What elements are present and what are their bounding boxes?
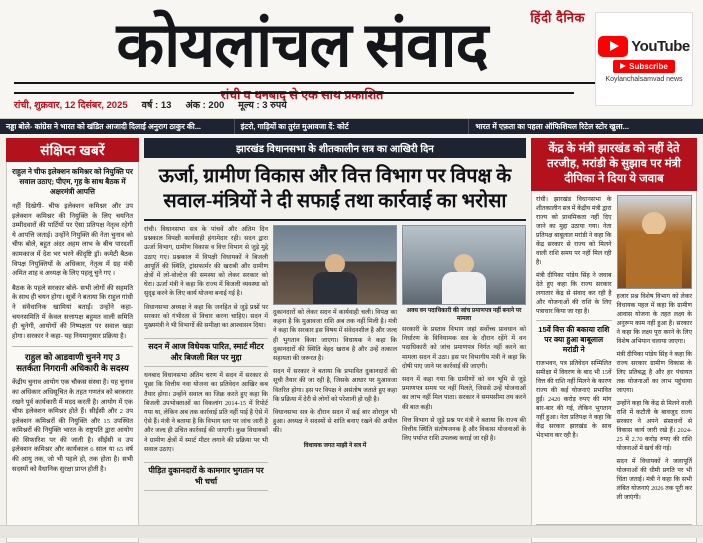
youtube-badge[interactable] — [595, 12, 693, 106]
main-kicker: झारखंड विधानसभा के शीतकालीन सत्र का आखिरी दिन — [144, 138, 526, 158]
masthead-meta-place: रांची, शुक्रवार, 12 दिसंबर, 2025 — [14, 100, 128, 111]
page-footer — [0, 525, 703, 538]
secondary-text-column-2 — [617, 195, 693, 524]
person-figure-body — [313, 272, 357, 304]
ticker-item[interactable]: इंटरो, गाड़ियों का तुरंत मुआवजा दें: कोर्ट — [235, 119, 470, 134]
main-paragraph: रांची। विधानसभा सत्र के पांचवें और अंतिम दिन प्रश्नकाल विपक्षी कार्यवाही हंगामेदार रही। सदन द्वारा ऊर्जा विभाग, ग्रामीण विकास व वित्त विभाग से जुड़े मुद्दे उठाए गए। प्रश्नकाल में विपक्षी विधायकों ने बिजली आपूर्ति की स्थिति, ट्रांसफार्मर की खराबी और ग्रामीण क्षेत्रों में लो-वोल्टेज की समस्या को लेकर सरकार को घेरा। ऊर्जा मंत्री ने कहा कि राज्य में बिजली व्यवस्था को सुदृढ़ करने के लिए कार्य योजना बनाई गई है। — [144, 226, 268, 298]
speaker-photo — [402, 225, 526, 305]
masthead-rule — [14, 82, 689, 84]
masthead-tagline: रांची व धनबाद से एक साथ प्रकाशित — [220, 88, 384, 102]
brief-news-column — [6, 138, 139, 543]
ticker-item[interactable]: भारत में एफ़ता का पहला ऑफिशियल रिटेल स्टोर खुला... — [475, 121, 629, 131]
masthead-meta-price: मूल्य : 3 रुपये — [238, 100, 287, 111]
main-text-column-2 — [273, 225, 397, 543]
main-paragraph: सदन में कहा गया कि ग्रामीणों को वन भूमि से जुड़े प्रमाणपत्र समय पर नहीं मिलते, जिससे उन्हें योजनाओं का लाभ नहीं मिल पाता। सरकार ने समयसीमा तय करने की बात कही। — [402, 376, 526, 411]
photo-caption: विधायक जगत माझी ने सत्र में — [303, 442, 367, 449]
ticker-item[interactable]: नड्डा बोले- कांग्रेस ने भारत को खंडित आजादी दिलाई अनुराग ठाकुर की... — [0, 119, 235, 134]
main-story-body — [144, 225, 526, 543]
assembly-photo — [273, 225, 397, 305]
main-paragraph: दुकानदारों को लेकर सदन में कार्यवाही चली। विपक्ष का कहना है कि मुआवजा राशि अब तक नहीं मिली है। मंत्री ने कहा कि सरकार इस विषय में संवेदनशील है और जल्द ही भुगतान किया जाएगा। विधायक ने कहा कि दुकानदारों की स्थिति बेहद खराब है और उन्हें तत्काल सहायता की जरूरत है। — [273, 309, 397, 363]
masthead — [0, 0, 703, 119]
masthead-meta-issue: अंक : 200 — [185, 100, 225, 111]
youtube-wordmark: YouTube — [631, 37, 690, 55]
headline-ticker — [0, 119, 703, 134]
person-figure-icon — [642, 212, 666, 236]
brief-item-text: केंद्रीय चुनाव आयोग एक चौकस संस्था है। यह चुनाव का अधिकार अधिसूचित के तहत गणतंत्र को बरकरार रखने पूर्व कार्यकारी में मदद करती है। आयोग में एक चीफ इलेक्शन कमिश्नर होते हैं। सीईसी और 2 उप इलेक्शन कमिश्नरों की नियुक्ति और 15 उपस्थित कमिश्नरों की नियुक्ति भारत के राष्ट्रपति द्वारा आयोग की सिफारिश पर की जाती है। सीईसी व उप इलेक्शन कमिश्नर और कार्यकाल 6 साल या 65 वर्ष की आयु तक, जो भी पहले हो, तक होता है। सभी सदस्यों को वैधानिक सुरक्षा प्राप्त होती है। — [12, 379, 133, 473]
brief-news-body — [6, 162, 139, 543]
main-paragraph: सदन में सरकार ने बताया कि प्रभावित दुकानदारों की सूची तैयार की जा रही है, जिसके आधार पर मुआवजा वितरित होगा। इस पर विपक्ष ने असंतोष जताते हुए कहा कि प्रक्रिया में देरी से लोगों को परेशानी हो रही है। — [273, 368, 397, 403]
person-figure-icon — [325, 254, 345, 274]
main-paragraph: सरकारी के प्रस्ताव विभाग जहां सर्वोच्च प्रावधान को निर्धारण के विनियामक सत्र के दौरान रहेंगे में वन पदाधिकारी को जांच प्रमाणपत्र निर्गत नहीं करने का मामला सदन में उठा। इस पर विभागीय मंत्री ने कहा कि दोषी पाए जाने पर कार्रवाई की जाएगी। — [402, 326, 526, 370]
secondary-paragraph: हजार प्रश्न विशेष विभाग को लेकर विधायक पहल में कहा कि ग्रामीण आवास योजना के तहत लक्ष्य के अनुरूप काम नहीं हुआ है। सरकार ने कहा कि लक्ष्य पूरा करने के लिए विशेष अभियान चलाया जाएगा। — [616, 293, 692, 345]
photo-caption: अवध वन पदाधिकारी की जांच प्रमाणपत्र नहीं बनाने पर मामला — [406, 308, 522, 322]
subscribe-button[interactable]: Subscribe — [613, 60, 675, 73]
person-figure-icon — [454, 254, 474, 274]
secondary-paragraph: उन्होंने कहा कि केंद्र से मिलने वाली राशि में कटौती के बावजूद राज्य सरकार ने अपने संसाधनों से विकास कार्य जारी रखे हैं। 2024-25 में 2.70 करोड़ रुपए की राशि योजनाओं में खर्च की गई। — [616, 400, 692, 452]
masthead-meta-year: वर्ष : 13 — [141, 100, 172, 111]
page-content — [0, 134, 703, 543]
person-figure-body — [626, 234, 682, 288]
person-figure-body — [442, 272, 486, 304]
brief-item-text: बैठक के पहले सरकार बोले- सभी लोगों की सहमति के साथ ही चयन होगा। सूत्रों ने बताया कि राहुल गांधी ने संवैधानिक खामियां बताईं। उन्होंने कहा- चयनसमिति में केवल सत्तापक्ष बहुमत वाली समिति ही चुनेगी, आयोगों की निष्पक्षता पर सवाल खड़ा होगा। सरकार ने कहा- यह नियमानुसार प्रक्रिया है। — [12, 284, 133, 340]
main-headline: ऊर्जा, ग्रामीण विकास और वित्त विभाग पर विपक्ष के सवाल-मंत्रियों ने दी सफाई तथा कार्रवाई का भरोसा — [144, 158, 526, 221]
secondary-story-body — [531, 191, 697, 543]
minister-photo — [617, 195, 693, 289]
masthead-meta — [14, 92, 574, 111]
main-paragraph: वित्त विभाग से जुड़े प्रश्न पर मंत्री ने बताया कि राज्य की वित्तीय स्थिति संतोषजनक है और विकास योजनाओं के लिए पर्याप्त राशि उपलब्ध कराई जा रही है। — [402, 416, 526, 443]
main-story-column — [144, 138, 526, 543]
brief-item-headline: राहुल ने चीफ इलेक्शन कमिश्नर को नियुक्ति पर सवाल उठाए; पीएम, गृह के साथ बैठक में अक्षरमंत्री आपत्ति — [12, 167, 133, 196]
main-paragraph: धनबाद विधानसभा अंतिम चरण में सदन में सरकार से पूछा कि वित्तीय नवा योजना का प्रतिवेदन आखिर कब तैयार होगा। उन्होंने सवाल का जिक्र करते हुए कहा कि बिजली उपभोक्ताओं का विकलांग 2014-15 में रिपोर्ट गया था, लेकिन अब तक कार्रवाई प्रति नहीं पाई है ऐसे में ऐसे हैं। मंत्री ने बताया है कि विभाग स्तर पर जांच जारी है और जल्द ही उचित कार्रवाई की जाएगी। कुछ विधायकों ने ग्रामीण क्षेत्रों में स्मार्ट मीटर लगाने की प्रक्रिया पर भी सवाल उठाए। — [144, 372, 268, 453]
brief-item-text: नहीं दिखेगी- चीफ इलेक्शन कमिश्नर और उप इलेक्शन कमिश्नर की नियुक्ति के लिए चयनित उम्मीदवारों की पार्टियों पर ऐसा प्रतिपक्ष नेतृत्व रहेगी ये आपत्ति जताई। उन्होंने नियुक्ति की नेता चुनाव को चीफ बोले, बहुत अंदर अहम लाभ के बीच पारदर्शी कामकाज में देश भर भरने कीदृष्टि ड्रॉ। कमेटी बैठक विपक्ष नियुक्तियों के अधिकार, नेतृत्व में ग्रह मंत्री अमित शाह व अध्यक्ष के लिए पहलू चुने गए । — [12, 203, 133, 278]
masthead-supertitle: हिंदी दैनिक — [530, 10, 585, 25]
main-paragraph: विधानसभा अध्यक्ष ने कहा कि जनहित से जुड़े प्रश्नों पर सरकार को गंभीरता से विचार करना चाहिए। सदन में मुख्यमंत्री ने भी विभागों की समीक्षा का आश्वासन दिया। — [144, 303, 268, 330]
secondary-paragraph: मंत्री दीपिका पांडेय सिंह ने कहा कि राज्य सरकार ग्रामीण विकास के लिए प्रतिबद्ध है और हर पंचायत तक योजनाओं का लाभ पहुंचाया जाएगा। — [616, 351, 692, 394]
secondary-headline: केंद्र के मंत्री झारखंड को नहीं देते तरजीह, मरांडी के सुझाव पर मंत्री दीपिका ने दिया ये जवाब — [531, 138, 697, 191]
youtube-logo — [598, 36, 689, 57]
main-subhead: सदन में आज विधेयक पारित, स्मार्ट मीटर और बिजली बिल पर मुद्दा — [144, 338, 268, 367]
main-subhead: पीड़ित दुकानदारों के कामगार भुगतान पर भी चर्चा — [144, 462, 268, 491]
main-text-column-3 — [402, 225, 526, 543]
secondary-text-column-1 — [536, 195, 612, 524]
masthead-title: कोयलांचल संवाद — [116, 12, 488, 80]
section-title-brief: संक्षिप्त खबरें — [6, 138, 139, 162]
secondary-paragraph: मंत्री दीपिका पांडेय सिंह ने जवाब देते हुए कहा कि राज्य सरकार लगातार केंद्र से संवाद कर रही है और योजनाओं की राशि के लिए पत्राचार किया जा रहा है। — [536, 272, 612, 315]
main-paragraph: विधानसभा सत्र के दौरान सदन में कई बार शोरगुल भी हुआ। अध्यक्ष ने सदस्यों से शांति बनाए रखने की अपील की। — [273, 409, 397, 435]
secondary-paragraph: राजभवन, पत्र प्रतिवेदन सम्मिलित समीक्षा में विवरण के बाद भी 15वें वित्त की राशि नहीं मिलने के कारण राज्य की कई योजनाएं प्रभावित हुईं। 2420 करोड़ रुपए की मांग बार-बार की गई, लेकिन भुगतान नहीं हुआ। नेता प्रतिपक्ष ने कहा कि केंद्र सरकार झारखंड के साथ भेदभाव कर रही है। — [536, 360, 612, 439]
secondary-story-column — [531, 138, 697, 543]
brief-item-subhead: राहुल को आडवाणी चुनने गए 3 सतर्कता निगरानी अधिकारी के सदस्य — [12, 346, 133, 374]
youtube-handle: Koylanchalsamvad news — [605, 75, 683, 83]
main-text-column-1 — [144, 225, 268, 543]
secondary-paragraph: सदन में विधायकों ने जलापूर्ति योजनाओं की धीमी प्रगति पर भी चिंता जताई। मंत्री ने कहा कि सभी लंबित योजनाएं 2026 तक पूरी कर ली जाएंगी। — [616, 458, 692, 501]
secondary-subhead: 15वें वित्त की बकाया राशि पर क्या हुआ बाबूलाल मरांडी ने — [536, 320, 612, 355]
secondary-paragraph: रांची। झारखंड विधानसभा के शीतकालीन सत्र में केंद्रीय मंत्री द्वारा राज्य को प्राथमिकता नहीं दिए जाने का मुद्दा उठाया गया। नेता प्रतिपक्ष बाबूलाल मरांडी ने कहा कि केंद्र सरकार से राज्य को मिलने वाली राशि समय पर नहीं मिल रही है। — [536, 196, 612, 266]
play-icon — [598, 36, 628, 57]
